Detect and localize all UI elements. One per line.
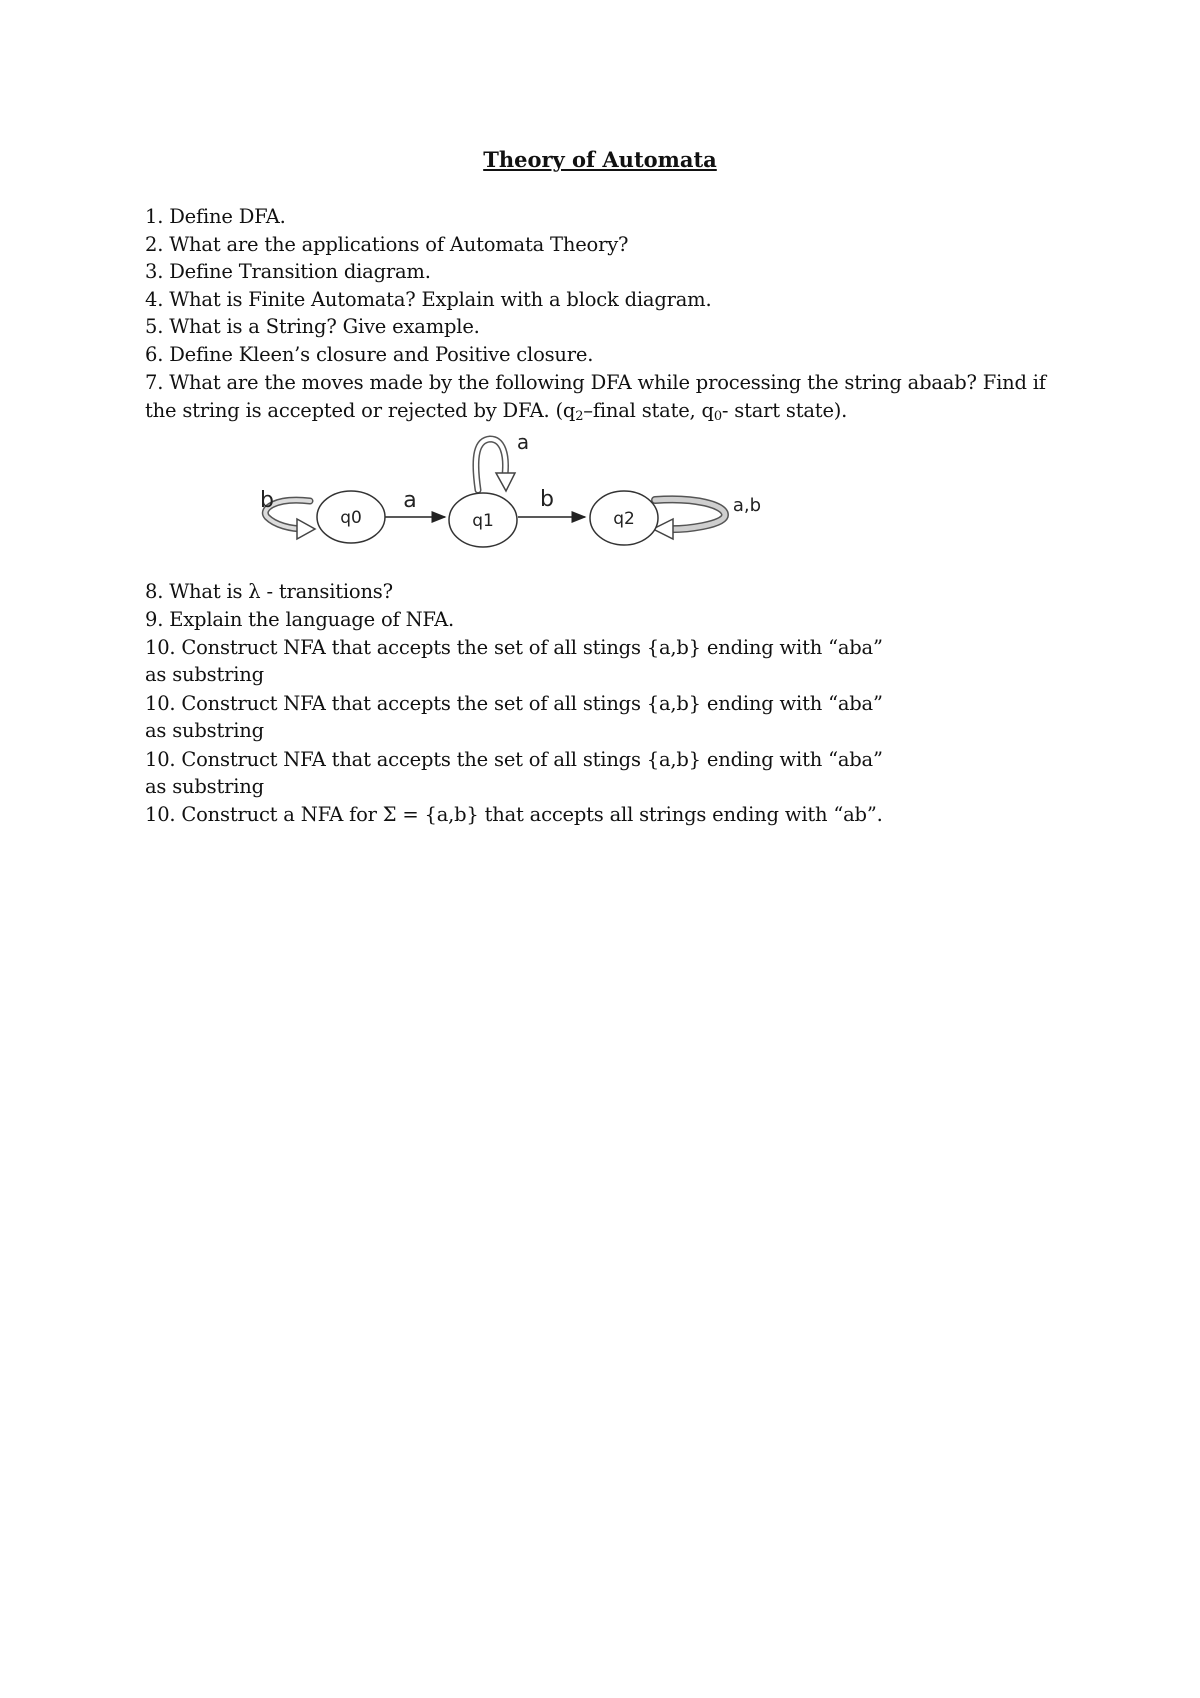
question-6: 6. Define Kleen’s closure and Positive closure.	[145, 343, 594, 366]
question-8: 8. What is λ - transitions?	[145, 580, 393, 603]
question-10c-line-2: as substring	[145, 775, 264, 798]
question-2: 2. What are the applications of Automata Theory?	[145, 233, 629, 256]
question-4: 4. What is Finite Automata? Explain with a block diagram.	[145, 288, 712, 311]
q7-subscript-final: 2	[575, 409, 584, 424]
question-3: 3. Define Transition diagram.	[145, 260, 431, 283]
state-q1-label: q1	[472, 511, 494, 531]
question-7-line-1: 7. What are the moves made by the following DFA while processing the string abaab? Find if	[145, 371, 1046, 394]
edge-q1-q2-label: b	[540, 487, 554, 512]
question-10c-line-1: 10. Construct NFA that accepts the set of all stings {a,b} ending with “aba”	[145, 748, 883, 771]
question-10b-line-2: as substring	[145, 719, 264, 742]
state-q0-label: q0	[340, 508, 362, 528]
loop-q0-label: b	[260, 488, 274, 513]
page-title: Theory of Automata	[483, 147, 717, 172]
loop-q2-label: a,b	[732, 495, 762, 516]
question-10b-line-1: 10. Construct NFA that accepts the set of all stings {a,b} ending with “aba”	[145, 692, 883, 715]
dfa-diagram	[255, 425, 765, 555]
loop-q1-label: a	[516, 430, 530, 454]
loop-q1	[476, 439, 515, 491]
edge-q0-q1-label: a	[403, 488, 417, 513]
loop-q2	[653, 499, 725, 539]
q7-suffix: - start state).	[721, 399, 848, 422]
question-5: 5. What is a String? Give example.	[145, 315, 480, 338]
question-10a-line-2: as substring	[145, 663, 264, 686]
q7-prefix: the string is accepted or rejected by DFA. (q	[145, 399, 576, 422]
question-10d: 10. Construct a NFA for Σ = {a,b} that accepts all strings ending with “ab”.	[145, 803, 883, 826]
q7-mid: –final state, q	[583, 399, 714, 422]
q7-subscript-start: 0	[713, 409, 722, 424]
question-10a-line-1: 10. Construct NFA that accepts the set of all stings {a,b} ending with “aba”	[145, 636, 883, 659]
state-q2-label: q2	[613, 509, 635, 529]
question-9: 9. Explain the language of NFA.	[145, 608, 454, 631]
question-1: 1. Define DFA.	[145, 205, 286, 228]
